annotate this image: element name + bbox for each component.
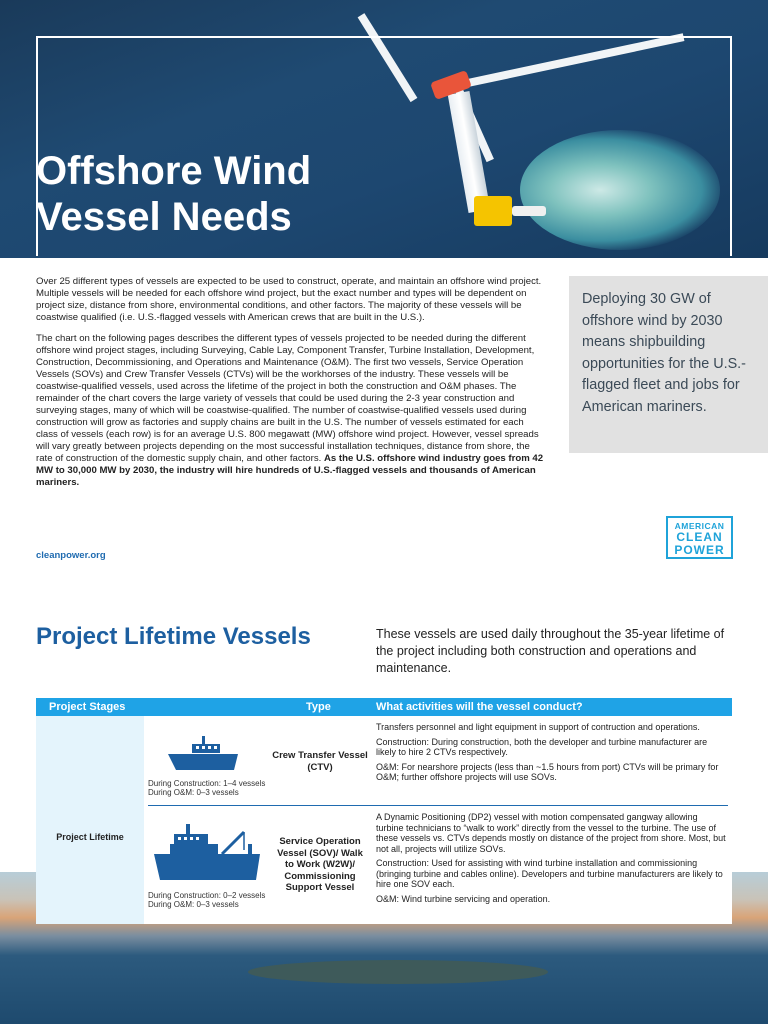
intro-text bbox=[36, 276, 548, 498]
sov-activity-3: O&M: Wind turbine servicing and operation. bbox=[376, 893, 551, 904]
ctv-activity-3: O&M: For nearshore projects (less than ~1.5 hours from port) CTVs will be primary for O&M; further offshore projects will use SOVs. bbox=[376, 761, 719, 782]
sov-activities bbox=[376, 812, 726, 908]
island bbox=[248, 960, 548, 984]
ctv-counts bbox=[148, 779, 265, 797]
ctv-activity-2: Construction: During construction, both the developer and turbine manufacturer are likely to hire 2 CTVs respectively. bbox=[376, 736, 708, 757]
ctv-activity-1: Transfers personnel and light equipment in support of contruction and operations. bbox=[376, 722, 700, 732]
stage-label: Project Lifetime bbox=[56, 832, 124, 842]
sov-type: Service Operation Vessel (SOV)/ Walk to Work (W2W)/ Commissioning Support Vessel bbox=[277, 836, 363, 893]
ctv-activities bbox=[376, 722, 726, 787]
sov-count-om: During O&M: 0–3 vessels bbox=[148, 900, 239, 909]
title-line-2: Vessel Needs bbox=[36, 195, 292, 239]
logo-line-1: AMERICAN bbox=[674, 521, 725, 531]
ctv-count-construction: During Construction: 1–4 vessels bbox=[148, 779, 266, 788]
logo-line-3: POWER bbox=[674, 543, 725, 557]
page-title bbox=[36, 148, 311, 240]
site-link[interactable]: cleanpower.org bbox=[36, 550, 106, 561]
header-stages: Project Stages bbox=[49, 701, 126, 713]
sov-ship-icon bbox=[152, 820, 264, 884]
section-title: Project Lifetime Vessels bbox=[36, 623, 311, 650]
ctv-type: Crew Transfer Vessel (CTV) bbox=[272, 750, 368, 773]
ctv-count-om: During O&M: 0–3 vessels bbox=[148, 788, 239, 797]
ctv-ship-icon bbox=[166, 732, 240, 772]
row-divider bbox=[148, 805, 728, 806]
acp-logo bbox=[666, 516, 733, 559]
section-description: These vessels are used daily throughout the 35-year lifetime of the project including both construction and operations and maintenance. bbox=[376, 627, 725, 675]
header-activities: What activities will the vessel conduct? bbox=[376, 701, 583, 713]
table-header bbox=[36, 698, 732, 716]
intro-paragraph-2 bbox=[36, 333, 548, 489]
logo-line-2: CLEAN bbox=[676, 530, 723, 544]
intro-paragraph-1: Over 25 different types of vessels are expected to be used to construct, operate, and maintain an offshore wind project. Multiple vessels will be needed for each offshore wind project, but the exact number and types will be dependent on project size, distance from shore, environmental conditions, and other factors. The majority of these vessels will be coastwise qualified (i.e. U.S.-flagged vessels with American crews that are built in the U.S.). bbox=[36, 276, 542, 323]
callout-box: Deploying 30 GW of offshore wind by 2030 means shipbuilding opportunities for the U.S.-flagged fleet and jobs for American mariners. bbox=[569, 276, 768, 453]
intro-paragraph-2-bold: As the U.S. offshore wind industry goes from 42 MW to 30,000 MW by 2030, the industry will hire hundreds of U.S.-flagged vessels and thousands of American mariners. bbox=[36, 453, 544, 488]
sov-count-construction: During Construction: 0–2 vessels bbox=[148, 891, 266, 900]
sov-activity-2: Construction: Used for assisting with wind turbine installation and commissioning (bringing turbine and cables online). Developers and turbine manufacturers are likely to hire one SOV each. bbox=[376, 858, 723, 889]
title-line-1: Offshore Wind bbox=[36, 149, 312, 193]
stage-cell bbox=[36, 716, 144, 924]
intro-paragraph-2-text: The chart on the following pages describes the different types of vessels projected to be needed during the different offshore wind project stages, including Surveying, Cable Lay, Component Transfer, Turbine Installation, Development, Construction, Decommissioning, and Operations and Maintenance (O&M). The first two vessels, Service Operation Vessels (SOVs) and Crew Transfer Vessels (CTVs) will be the workhorses of the industry. These vessels will be coastwise-qualified vessels, used across the lifetime of the project in both the construction and O&M phases. The remainder of the chart covers the large variety of vessels that could be used during the 2-3 year construction and surveying stages, many of which will be coastwise-qualified. The number of coastwise-qualified vessels used during construction will grow as factories and supply chains are built in the U.S. The number of vessels estimated for each class of vessels (each row) is for an average U.S. 800 megawatt (MW) offshore wind project. However, vessel spreads will vary greatly between projects depending on the most successful installation techniques, distance from shore, the rate of construction of the domestic supply chain, and other factors. bbox=[36, 333, 539, 464]
sov-counts bbox=[148, 891, 265, 909]
sov-activity-1: A Dynamic Positioning (DP2) vessel with motion compensated gangway allowing turbine technicians to “walk to work” directly from the vessel to the turbine. The use of these vessels vs. CTVs depends mostly on distance of the project from shore. Most, but not all, projects will utilize SOVs. bbox=[376, 812, 726, 854]
vessel-table bbox=[36, 698, 732, 924]
header-type: Type bbox=[306, 701, 331, 713]
